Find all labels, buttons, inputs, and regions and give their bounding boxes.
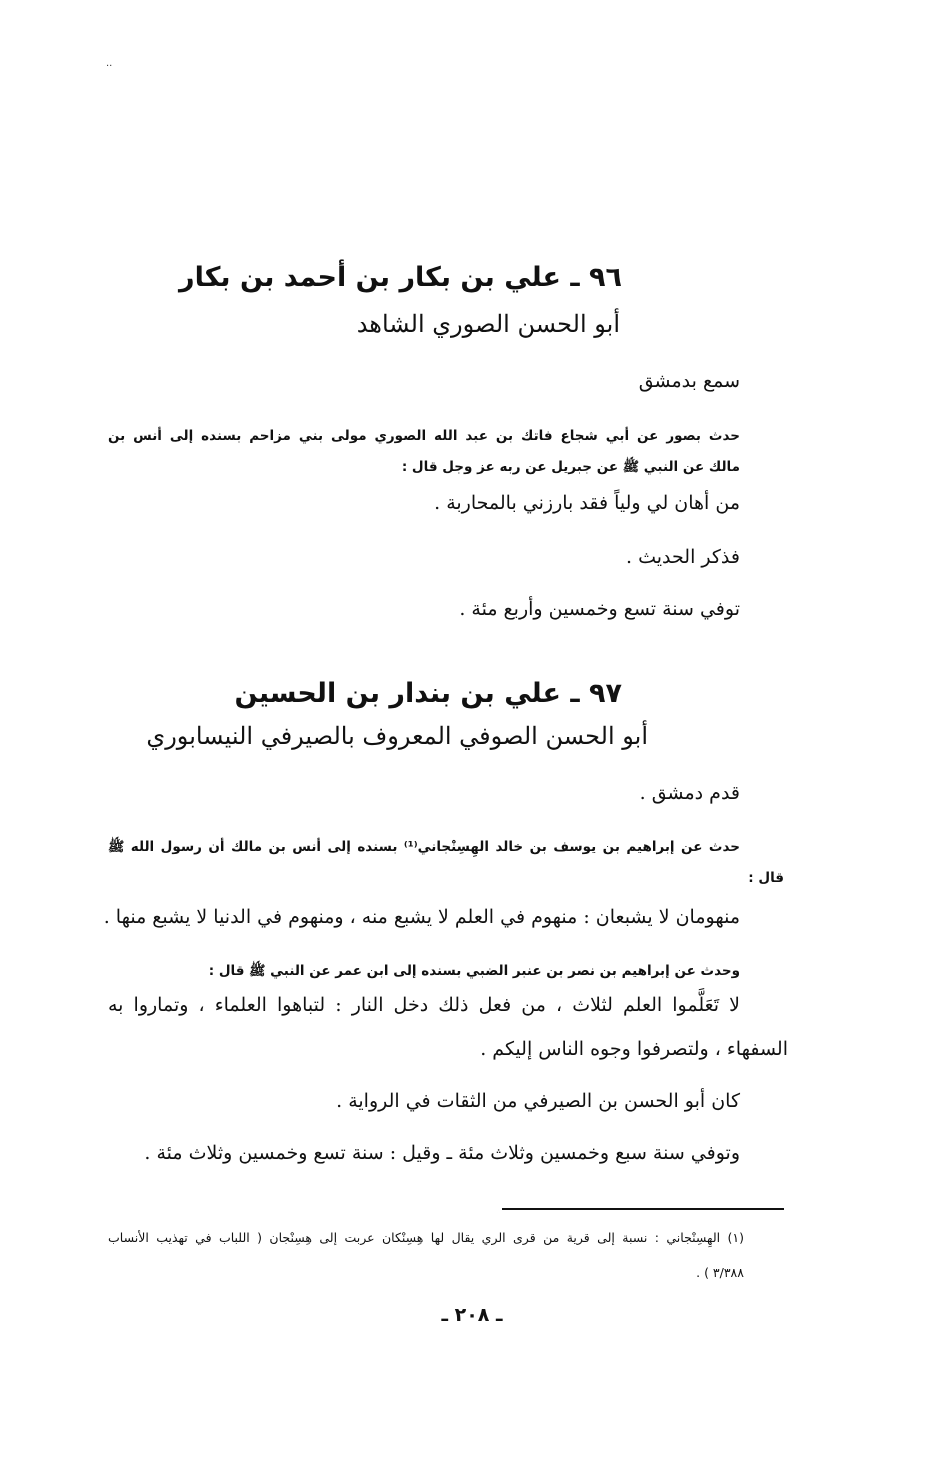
entry-96-narration-line2: مالك عن النبي ﷺ عن جبريل عن ربه عز وجل قال : — [401, 459, 740, 475]
entry-97-arrival: قدم دمشق . — [639, 782, 740, 804]
entry-97-subtitle: أبو الحسن الصوفي المعروف بالصيرفي النيسابوري — [146, 722, 648, 750]
footnote-divider — [502, 1208, 784, 1210]
entry-97-narration1-line1: حدث عن إبراهيم بن يوسف بن خالد الهِسِنْجاني⁽¹⁾ بسنده إلى أنس بن مالك أن رسول الله ﷺ — [108, 839, 740, 855]
corner-mark: .. — [106, 58, 113, 69]
entry-97-narration1-line2: قال : — [748, 870, 784, 886]
entry-97-hadith2-line1: لا تَعَلَّموا العلم لثلاث ، من فعل ذلك دخل النار : لتباهوا العلماء ، وتماروا به — [108, 994, 740, 1016]
entry-96-subtitle: أبو الحسن الصوري الشاهد — [356, 310, 620, 338]
page-number: ـ ٢٠٨ ـ — [441, 1304, 503, 1326]
entry-97-death: وتوفي سنة سبع وخمسين وثلاث مئة ـ وقيل : سنة تسع وخمسين وثلاث مئة . — [144, 1142, 740, 1164]
footnote-line2: ٣/٣٨٨ ) . — [696, 1265, 744, 1280]
entry-96-mention: فذكر الحديث . — [626, 546, 740, 568]
entry-96-narration-line1: حدث بصور عن أبي شجاع فاتك بن عبد الله الصوري مولى بني مزاحم بسنده إلى أنس بن — [108, 428, 740, 444]
entry-96-heard: سمع بدمشق — [638, 370, 740, 392]
entry-97-title: ٩٧ ـ علي بن بندار بن الحسين — [234, 678, 622, 709]
entry-97-narration2: وحدث عن إبراهيم بن نصر بن عنبر الضبي بسنده إلى ابن عمر عن النبي ﷺ قال : — [208, 963, 740, 979]
entry-96-death: توفي سنة تسع وخمسين وأربع مئة . — [459, 598, 740, 620]
footnote-line1: (١) الهِسِنْجاني : نسبة إلى قرية من قرى الري يقال لها هِسِنْكان عربت إلى هِسِنْجان ( اللباب في تهذيب الأنساب — [108, 1230, 744, 1245]
entry-96-title: ٩٦ ـ علي بن بكار بن أحمد بن بكار — [179, 262, 622, 293]
entry-96-hadith: من أهان لي ولياً فقد بارزني بالمحاربة . — [434, 492, 740, 514]
entry-97-reliability: كان أبو الحسن بن الصيرفي من الثقات في الرواية . — [336, 1090, 740, 1112]
entry-97-hadith2-line2: السفهاء ، ولتصرفوا وجوه الناس إليكم . — [480, 1038, 788, 1060]
entry-97-hadith1: منهومان لا يشبعان : منهوم في العلم لا يشبع منه ، ومنهوم في الدنيا لا يشبع منها . — [103, 906, 740, 928]
